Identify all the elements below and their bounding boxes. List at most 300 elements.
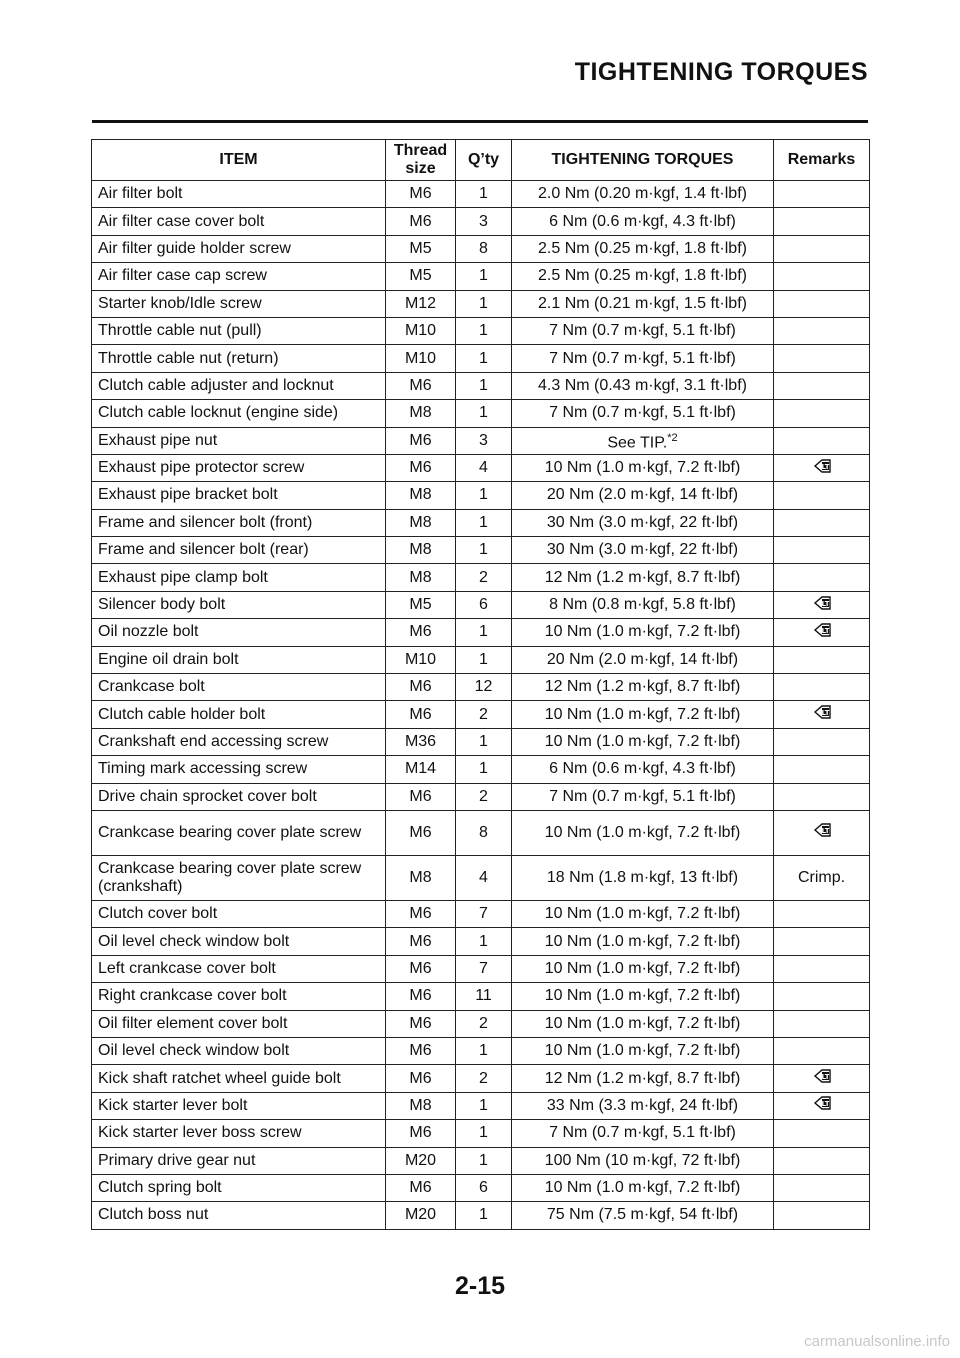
cell-torque-text: 10 Nm (1.0 m·kgf, 7.2 ft·lbf) [544, 932, 741, 950]
cell-remarks [774, 1120, 870, 1147]
cell-remarks [774, 928, 870, 955]
cell-item [92, 564, 386, 591]
svg-text:LT: LT [820, 1100, 830, 1109]
table-row [92, 564, 870, 591]
cell-qty-text: 6 [479, 1179, 488, 1197]
svg-text:LT: LT [820, 599, 830, 608]
cell-item [92, 1120, 386, 1147]
cell-torque-text: 7 Nm (0.7 m·kgf, 5.1 ft·lbf) [549, 404, 736, 422]
cell-item-text: Frame and silencer bolt (front) [98, 513, 313, 531]
cell-torque [512, 900, 774, 927]
cell-thread-size [386, 317, 456, 344]
cell-remarks [774, 372, 870, 399]
locktite-icon [813, 1068, 831, 1089]
cell-item [92, 810, 386, 855]
cell-thread-size-text: M6 [409, 959, 432, 977]
cell-qty [456, 646, 512, 673]
table-row [92, 290, 870, 317]
table-row [92, 263, 870, 290]
table-row [92, 372, 870, 399]
page-number: 2-15 [454, 1272, 506, 1300]
cell-remarks [774, 955, 870, 982]
cell-torque-text: 10 Nm (1.0 m·kgf, 7.2 ft·lbf) [544, 705, 741, 723]
cell-qty [456, 1147, 512, 1174]
cell-item-text: Kick starter lever bolt [98, 1096, 248, 1114]
cell-qty [456, 591, 512, 618]
cell-qty [456, 1174, 512, 1201]
cell-remarks [774, 900, 870, 927]
cell-thread-size [386, 400, 456, 427]
cell-torque [512, 855, 774, 900]
cell-thread-size-text: M6 [409, 623, 432, 641]
cell-qty [456, 400, 512, 427]
column-header-remarks: Remarks [774, 140, 870, 181]
cell-item-text: Throttle cable nut (return) [98, 349, 279, 367]
cell-item [92, 928, 386, 955]
cell-qty [456, 855, 512, 900]
cell-thread-size-text: M10 [404, 322, 437, 340]
cell-thread-size [386, 1120, 456, 1147]
cell-item-text: Kick starter lever boss screw [98, 1124, 302, 1142]
table-row [92, 1037, 870, 1064]
cell-torque-text: 10 Nm (1.0 m·kgf, 7.2 ft·lbf) [544, 1014, 741, 1032]
cell-qty-text: 1 [479, 623, 488, 641]
cell-torque [512, 810, 774, 855]
cell-item [92, 317, 386, 344]
cell-torque [512, 756, 774, 783]
cell-torque-text: 2.0 Nm (0.20 m·kgf, 1.4 ft·lbf) [538, 185, 747, 203]
cell-qty-text: 1 [479, 1096, 488, 1114]
page-title: TIGHTENING TORQUES [574, 58, 868, 86]
column-header-item: ITEM [92, 140, 386, 181]
table-row [92, 454, 870, 481]
cell-item-text: Throttle cable nut (pull) [98, 322, 262, 340]
cell-item [92, 208, 386, 235]
cell-item-text: Primary drive gear nut [98, 1151, 256, 1169]
cell-thread-size [386, 1174, 456, 1201]
cell-item-text: Left crankcase cover bolt [98, 959, 276, 977]
cell-remarks [774, 1037, 870, 1064]
cell-thread-size [386, 1147, 456, 1174]
cell-thread-size [386, 1092, 456, 1119]
cell-qty-text: 1 [479, 1151, 488, 1169]
cell-torque-text: 2.5 Nm (0.25 m·kgf, 1.8 ft·lbf) [538, 239, 747, 257]
cell-qty-text: 2 [479, 1014, 488, 1032]
cell-qty [456, 564, 512, 591]
cell-remarks [774, 1010, 870, 1037]
cell-qty-text: 1 [479, 376, 488, 394]
table-row [92, 591, 870, 618]
cell-thread-size [386, 235, 456, 262]
cell-qty [456, 208, 512, 235]
cell-qty-text: 8 [479, 823, 488, 841]
cell-qty-text: 7 [479, 905, 488, 923]
cell-remarks [774, 674, 870, 701]
cell-torque [512, 317, 774, 344]
cell-qty-text: 1 [479, 1206, 488, 1224]
cell-thread-size [386, 181, 456, 208]
cell-thread-size [386, 701, 456, 728]
cell-item [92, 427, 386, 454]
table-row [92, 855, 870, 900]
cell-thread-size-text: M8 [409, 513, 432, 531]
cell-torque [512, 955, 774, 982]
cell-qty [456, 701, 512, 728]
cell-item-text: Exhaust pipe bracket bolt [98, 486, 278, 504]
cell-qty [456, 900, 512, 927]
cell-torque-text: See TIP. [607, 434, 668, 452]
cell-thread-size [386, 855, 456, 900]
svg-text:LT: LT [820, 709, 830, 718]
table-row [92, 983, 870, 1010]
cell-torque-text: 10 Nm (1.0 m·kgf, 7.2 ft·lbf) [544, 959, 741, 977]
cell-remarks-text: Crimp. [797, 868, 846, 886]
cell-torque-text: 30 Nm (3.0 m·kgf, 22 ft·lbf) [546, 513, 739, 531]
cell-remarks [774, 1092, 870, 1119]
cell-thread-size [386, 208, 456, 235]
cell-qty-text: 1 [479, 1124, 488, 1142]
cell-qty-text: 1 [479, 541, 488, 559]
cell-torque [512, 372, 774, 399]
cell-torque [512, 646, 774, 673]
cell-thread-size [386, 810, 456, 855]
cell-qty [456, 1202, 512, 1229]
cell-torque [512, 1120, 774, 1147]
cell-thread-size [386, 263, 456, 290]
cell-item-text: Clutch cable holder bolt [98, 705, 266, 723]
cell-item-text: Crankshaft end accessing screw [98, 733, 329, 750]
cell-item [92, 855, 386, 900]
table-header [92, 140, 870, 181]
cell-qty-text: 4 [479, 868, 488, 886]
cell-item [92, 1202, 386, 1229]
cell-thread-size [386, 290, 456, 317]
cell-item [92, 619, 386, 646]
cell-qty-text: 1 [479, 185, 488, 203]
cell-thread-size-text: M6 [409, 459, 432, 477]
cell-torque-text: 10 Nm (1.0 m·kgf, 7.2 ft·lbf) [544, 987, 741, 1005]
column-header-qty: Q’ty [456, 140, 512, 181]
column-header-torques: TIGHTENING TORQUES [512, 140, 774, 181]
cell-thread-size [386, 591, 456, 618]
cell-qty-text: 7 [479, 959, 488, 977]
locktite-icon [813, 622, 831, 643]
cell-item [92, 372, 386, 399]
locktite-icon [813, 822, 831, 843]
cell-qty [456, 619, 512, 646]
cell-qty-text: 1 [479, 733, 488, 750]
cell-item [92, 983, 386, 1010]
cell-qty [456, 1037, 512, 1064]
cell-thread-size [386, 509, 456, 536]
cell-thread-size-text: M14 [404, 760, 437, 778]
cell-remarks [774, 509, 870, 536]
cell-item-text: Engine oil drain bolt [98, 650, 239, 668]
cell-thread-size-text: M6 [409, 823, 432, 841]
table-row [92, 345, 870, 372]
svg-text:LT: LT [820, 827, 830, 836]
cell-qty [456, 509, 512, 536]
cell-qty-text: 3 [479, 212, 488, 230]
cell-item-text: Oil level check window bolt [98, 1042, 290, 1060]
cell-torque-text: 10 Nm (1.0 m·kgf, 7.2 ft·lbf) [544, 1179, 741, 1197]
cell-torque-text: 12 Nm (1.2 m·kgf, 8.7 ft·lbf) [544, 1069, 741, 1087]
cell-torque-text: 30 Nm (3.0 m·kgf, 22 ft·lbf) [546, 541, 739, 559]
cell-torque [512, 1174, 774, 1201]
cell-thread-size-text: M6 [409, 1069, 432, 1087]
cell-qty [456, 263, 512, 290]
cell-remarks [774, 1147, 870, 1174]
watermark: carmanualsonline.info [804, 1333, 950, 1350]
cell-item [92, 1147, 386, 1174]
cell-thread-size [386, 482, 456, 509]
cell-item-text: Oil level check window bolt [98, 932, 290, 950]
svg-text:LT: LT [820, 626, 830, 635]
cell-torque-text: 10 Nm (1.0 m·kgf, 7.2 ft·lbf) [544, 823, 741, 841]
cell-item [92, 1010, 386, 1037]
cell-torque-text: 10 Nm (1.0 m·kgf, 7.2 ft·lbf) [544, 1042, 741, 1060]
cell-item-text: Frame and silencer bolt (rear) [98, 541, 309, 559]
cell-remarks [774, 537, 870, 564]
table-row [92, 208, 870, 235]
cell-item-text: Exhaust pipe nut [98, 431, 218, 449]
cell-qty-text: 2 [479, 1069, 488, 1087]
cell-item-text: Clutch spring bolt [98, 1179, 222, 1197]
cell-thread-size-text: M6 [409, 1124, 432, 1142]
cell-thread-size [386, 345, 456, 372]
table-row [92, 701, 870, 728]
column-header-thread-size: Thread size [386, 140, 456, 181]
cell-qty [456, 537, 512, 564]
cell-qty [456, 955, 512, 982]
cell-item [92, 400, 386, 427]
cell-item-text: Air filter bolt [98, 185, 183, 203]
cell-qty [456, 756, 512, 783]
table-row [92, 646, 870, 673]
cell-item-text: Starter knob/Idle screw [98, 294, 262, 312]
cell-item-text: Exhaust pipe clamp bolt [98, 568, 268, 586]
cell-thread-size [386, 454, 456, 481]
cell-thread-size-text: M6 [409, 932, 432, 950]
cell-item [92, 290, 386, 317]
cell-qty-text: 8 [479, 239, 488, 257]
cell-thread-size [386, 674, 456, 701]
table-row [92, 1174, 870, 1201]
cell-item [92, 1174, 386, 1201]
cell-remarks [774, 181, 870, 208]
cell-item-text: Crankcase bolt [98, 678, 205, 696]
cell-qty-text: 2 [479, 787, 488, 805]
svg-text:LT: LT [820, 1073, 830, 1082]
cell-remarks [774, 208, 870, 235]
cell-item-text: Air filter case cap screw [98, 267, 267, 285]
cell-torque [512, 181, 774, 208]
cell-qty [456, 427, 512, 454]
cell-torque [512, 345, 774, 372]
cell-torque-text: 10 Nm (1.0 m·kgf, 7.2 ft·lbf) [544, 905, 741, 923]
cell-thread-size-text: M8 [409, 1096, 432, 1114]
cell-qty-text: 1 [479, 349, 488, 367]
cell-thread-size-text: M6 [409, 212, 432, 230]
cell-qty [456, 372, 512, 399]
table-row [92, 181, 870, 208]
table-row [92, 1092, 870, 1119]
cell-qty-text: 1 [479, 322, 488, 340]
cell-torque-text: 20 Nm (2.0 m·kgf, 14 ft·lbf) [546, 650, 739, 668]
cell-thread-size-text: M6 [409, 987, 432, 1005]
cell-item [92, 345, 386, 372]
cell-remarks [774, 619, 870, 646]
cell-qty-text: 1 [479, 486, 488, 504]
cell-item [92, 482, 386, 509]
table-row [92, 1010, 870, 1037]
cell-torque [512, 928, 774, 955]
table-row [92, 1120, 870, 1147]
cell-item [92, 701, 386, 728]
cell-thread-size-text: M36 [404, 733, 437, 750]
cell-thread-size-text: M6 [409, 1042, 432, 1060]
cell-torque [512, 427, 774, 454]
cell-torque [512, 263, 774, 290]
cell-remarks [774, 756, 870, 783]
cell-thread-size-text: M6 [409, 705, 432, 723]
cell-qty [456, 1092, 512, 1119]
cell-torque [512, 1147, 774, 1174]
cell-thread-size-text: M6 [409, 787, 432, 805]
cell-thread-size-text: M6 [409, 678, 432, 696]
cell-item [92, 1092, 386, 1119]
cell-item-text: Air filter case cover bolt [98, 212, 265, 230]
cell-thread-size-text: M5 [409, 596, 432, 614]
cell-remarks [774, 482, 870, 509]
cell-item [92, 181, 386, 208]
table-row [92, 509, 870, 536]
cell-torque [512, 537, 774, 564]
torque-table [91, 139, 870, 1230]
cell-qty [456, 345, 512, 372]
cell-remarks [774, 263, 870, 290]
cell-torque [512, 509, 774, 536]
cell-torque [512, 674, 774, 701]
cell-remarks [774, 646, 870, 673]
cell-thread-size [386, 928, 456, 955]
cell-item-text: Air filter guide holder screw [98, 239, 291, 257]
cell-thread-size [386, 783, 456, 810]
table-row [92, 810, 870, 855]
table-row [92, 928, 870, 955]
cell-item-text: Drive chain sprocket cover bolt [98, 787, 317, 805]
cell-remarks [774, 728, 870, 755]
cell-qty-text: 1 [479, 294, 488, 312]
cell-torque [512, 400, 774, 427]
cell-thread-size [386, 728, 456, 755]
cell-qty-text: 3 [479, 431, 488, 449]
cell-item [92, 955, 386, 982]
cell-thread-size-text: M12 [404, 294, 437, 312]
table-row [92, 619, 870, 646]
cell-item [92, 235, 386, 262]
cell-thread-size [386, 1202, 456, 1229]
cell-torque-text: 2.1 Nm (0.21 m·kgf, 1.5 ft·lbf) [538, 294, 747, 312]
cell-remarks [774, 345, 870, 372]
cell-item [92, 509, 386, 536]
cell-qty-text: 6 [479, 596, 488, 614]
cell-qty-text: 1 [479, 513, 488, 531]
cell-thread-size-text: M6 [409, 185, 432, 203]
cell-remarks [774, 235, 870, 262]
tip-footnote-mark: *2 [667, 432, 678, 445]
cell-item-text: Timing mark accessing screw [98, 760, 308, 778]
table-row [92, 1202, 870, 1229]
cell-remarks [774, 591, 870, 618]
cell-thread-size-text: M10 [404, 349, 437, 367]
cell-thread-size-text: M6 [409, 1014, 432, 1032]
cell-qty-text: 2 [479, 568, 488, 586]
cell-item [92, 1065, 386, 1092]
cell-thread-size-text: M10 [404, 650, 437, 668]
cell-thread-size-text: M8 [409, 541, 432, 559]
cell-item-text: Silencer body bolt [98, 596, 226, 614]
cell-qty [456, 928, 512, 955]
cell-thread-size [386, 955, 456, 982]
cell-torque-text: 20 Nm (2.0 m·kgf, 14 ft·lbf) [546, 486, 739, 504]
table-row [92, 900, 870, 927]
cell-torque [512, 1037, 774, 1064]
table-row [92, 728, 870, 755]
locktite-icon [813, 1095, 831, 1116]
table-row [92, 783, 870, 810]
cell-item-text: Crankcase bearing cover plate screw [98, 823, 362, 841]
cell-remarks [774, 783, 870, 810]
cell-torque-text: 75 Nm (7.5 m·kgf, 54 ft·lbf) [546, 1206, 739, 1224]
cell-qty [456, 1120, 512, 1147]
cell-qty [456, 674, 512, 701]
cell-item-text: Clutch cable locknut (engine side) [98, 404, 339, 422]
cell-torque-text: 10 Nm (1.0 m·kgf, 7.2 ft·lbf) [544, 733, 741, 750]
cell-item-text: Exhaust pipe protector screw [98, 459, 305, 477]
cell-qty [456, 1010, 512, 1037]
cell-torque [512, 482, 774, 509]
cell-thread-size [386, 646, 456, 673]
cell-remarks [774, 701, 870, 728]
cell-torque [512, 235, 774, 262]
svg-text:LT: LT [820, 462, 830, 471]
cell-thread-size-text: M8 [409, 486, 432, 504]
cell-remarks [774, 317, 870, 344]
cell-torque-text: 6 Nm (0.6 m·kgf, 4.3 ft·lbf) [549, 760, 736, 778]
cell-thread-size [386, 1065, 456, 1092]
cell-thread-size [386, 537, 456, 564]
cell-torque-text: 6 Nm (0.6 m·kgf, 4.3 ft·lbf) [549, 212, 736, 230]
table-row [92, 537, 870, 564]
cell-qty [456, 810, 512, 855]
cell-qty-text: 1 [479, 267, 488, 285]
table-row [92, 427, 870, 454]
cell-torque-text: 7 Nm (0.7 m·kgf, 5.1 ft·lbf) [549, 322, 736, 340]
cell-thread-size [386, 900, 456, 927]
cell-remarks [774, 1202, 870, 1229]
cell-item [92, 454, 386, 481]
cell-qty [456, 235, 512, 262]
cell-qty-text: 1 [479, 1042, 488, 1060]
table-row [92, 756, 870, 783]
cell-thread-size-text: M6 [409, 431, 432, 449]
cell-item [92, 537, 386, 564]
cell-qty [456, 317, 512, 344]
cell-torque-text: 12 Nm (1.2 m·kgf, 8.7 ft·lbf) [544, 678, 741, 696]
cell-item [92, 756, 386, 783]
cell-qty [456, 983, 512, 1010]
